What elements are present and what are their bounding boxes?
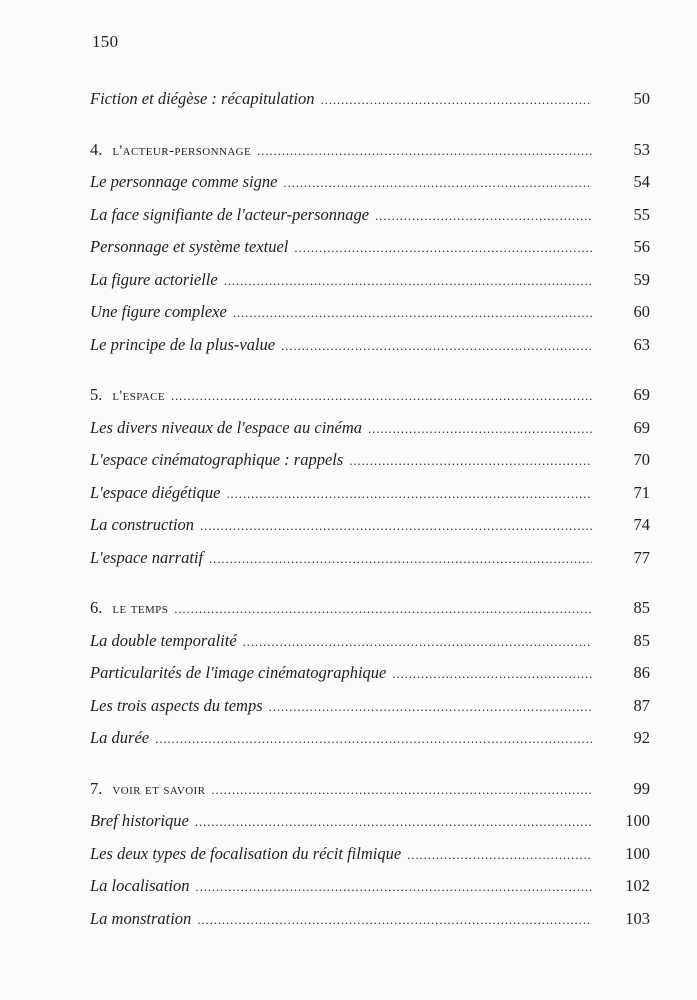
entry-page-number: 63 [633, 334, 650, 354]
dot-leader [407, 844, 592, 866]
toc-entry [90, 630, 650, 663]
entry-title: L'espace cinématographique : rappels [90, 450, 344, 469]
entry-title: La monstration [90, 908, 192, 928]
dot-leader [197, 909, 592, 931]
chapter-title: voir et savoir [112, 781, 206, 798]
chapter-heading [90, 139, 257, 162]
entry-title: Les trois aspects du temps [90, 695, 263, 715]
entry-page-number: 100 [625, 811, 650, 830]
entry-page-number: 59 [633, 269, 650, 289]
dot-leader [171, 385, 592, 407]
entry-title: La double temporalité [90, 630, 237, 650]
page-number: 150 [92, 32, 119, 51]
toc-entry [90, 334, 650, 367]
chapter-heading [90, 778, 211, 801]
chapter-page-number: 53 [633, 139, 650, 159]
dot-leader [392, 663, 592, 685]
toc-entry [90, 204, 650, 237]
entry-title: Fiction et diégèse : récapitulation [90, 89, 315, 108]
toc-entry [90, 662, 650, 695]
dot-leader [243, 631, 592, 653]
toc-chapter-entry [90, 139, 650, 172]
entry-page-number: 100 [625, 843, 650, 863]
entry-title: La durée [90, 728, 150, 747]
entry-page-number: 55 [633, 204, 650, 224]
dot-leader [375, 205, 592, 227]
toc-entry [90, 171, 650, 204]
chapter-page-number: 69 [633, 385, 650, 404]
entry-title: Particularités de l'image cinématographique [90, 663, 387, 682]
toc-entry [90, 417, 650, 450]
entry-page-number: 92 [633, 728, 650, 747]
entry-title: Le principe de la plus-value [90, 334, 276, 354]
toc-section [90, 778, 650, 941]
entry-title: Le personnage comme signe [90, 172, 278, 191]
toc-entry [90, 875, 650, 908]
entry-title: La figure actorielle [90, 269, 218, 289]
chapter-number: 4. [90, 139, 103, 159]
chapter-title: l'acteur-personnage [112, 142, 252, 159]
toc-chapter-entry [90, 778, 650, 811]
toc-chapter-entry [90, 597, 650, 630]
toc-entry [90, 449, 650, 482]
entry-page-number: 54 [633, 172, 650, 191]
chapter-number: 7. [90, 778, 103, 798]
dot-leader [269, 696, 592, 718]
entry-title: Une figure complexe [90, 302, 227, 321]
entry-page-number: 87 [633, 695, 650, 715]
toc-entry [90, 908, 650, 941]
chapter-title: l'espace [112, 388, 165, 404]
toc-entry [90, 88, 650, 121]
dot-leader [226, 483, 592, 505]
entry-page-number: 70 [633, 450, 650, 469]
entry-page-number: 86 [633, 663, 650, 682]
dot-leader [283, 172, 592, 194]
dot-leader [174, 598, 592, 620]
entry-page-number: 60 [633, 302, 650, 321]
chapter-page-number: 99 [633, 778, 650, 798]
dot-leader [224, 270, 592, 292]
toc-section [90, 88, 650, 121]
entry-title: L'espace narratif [90, 547, 204, 567]
dot-leader [200, 515, 592, 537]
entry-page-number: 102 [625, 876, 650, 895]
toc-entry [90, 482, 650, 515]
toc-entry [90, 695, 650, 728]
dot-leader [294, 237, 592, 259]
toc-entry [90, 236, 650, 269]
chapter-heading [90, 597, 174, 620]
chapter-page-number: 85 [633, 598, 650, 617]
entry-title: Les deux types de focalisation du récit filmique [90, 843, 402, 863]
dot-leader [195, 811, 592, 833]
entry-title: Personnage et système textuel [90, 237, 289, 256]
toc-section [90, 597, 650, 760]
chapter-number: 6. [90, 598, 103, 617]
entry-page-number: 69 [633, 417, 650, 437]
toc-entry [90, 727, 650, 760]
dot-leader [233, 302, 592, 324]
entry-page-number: 50 [633, 89, 650, 108]
entry-page-number: 74 [633, 515, 650, 534]
toc-entry [90, 810, 650, 843]
chapter-title: le temps [112, 601, 169, 617]
toc-section [90, 384, 650, 579]
entry-title: L'espace diégétique [90, 482, 221, 502]
toc-entry [90, 269, 650, 302]
toc-entry [90, 843, 650, 876]
entry-title: La localisation [90, 876, 190, 895]
entry-title: La construction [90, 515, 195, 534]
dot-leader [195, 876, 592, 898]
chapter-number: 5. [90, 385, 103, 404]
toc-entry [90, 547, 650, 580]
entry-title: La face signifiante de l'acteur-personnage [90, 204, 370, 224]
dot-leader [281, 335, 592, 357]
chapter-heading [90, 384, 171, 407]
toc-entry [90, 301, 650, 334]
dot-leader [209, 548, 592, 570]
entry-title: Les divers niveaux de l'espace au cinéma [90, 417, 363, 437]
entry-page-number: 103 [625, 908, 650, 928]
dot-leader [211, 779, 592, 801]
toc-entry [90, 514, 650, 547]
entry-page-number: 85 [633, 630, 650, 650]
entry-page-number: 71 [633, 482, 650, 502]
dot-leader [321, 89, 592, 111]
table-of-contents [90, 88, 650, 958]
dot-leader [368, 418, 592, 440]
toc-section [90, 139, 650, 367]
dot-leader [349, 450, 592, 472]
toc-chapter-entry [90, 384, 650, 417]
entry-page-number: 77 [633, 547, 650, 567]
dot-leader [257, 140, 592, 162]
entry-title: Bref historique [90, 811, 189, 830]
entry-page-number: 56 [633, 237, 650, 256]
dot-leader [155, 728, 592, 750]
